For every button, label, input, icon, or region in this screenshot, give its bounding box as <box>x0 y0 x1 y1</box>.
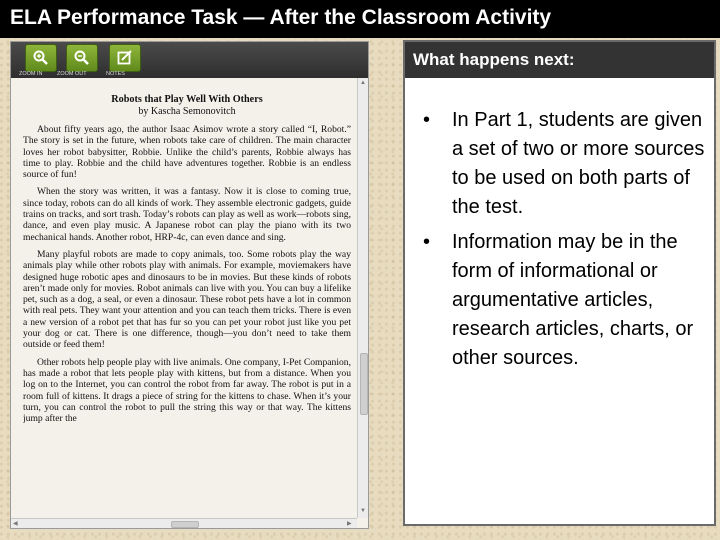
panel-header <box>405 42 714 78</box>
paragraph: About fifty years ago, the author Isaac Asimov wrote a story called “I, Robot.” The story is set in the future, when robots take care of children. The main character loves her robot babysitter, Robbie. Unlike the child’s parents, Robbie always has time to play. Robbie and the child have adventures together. Robbie is an endless source of fun! <box>23 124 351 181</box>
scroll-left-icon[interactable]: ◀ <box>13 521 18 527</box>
bullet-icon: • <box>423 231 431 253</box>
notes-button[interactable] <box>109 44 141 72</box>
scroll-down-icon[interactable]: ▼ <box>360 508 366 514</box>
scroll-right-icon[interactable]: ▶ <box>347 521 352 527</box>
notes-label: NOTES <box>106 71 125 77</box>
paragraph: Other robots help people play with live animals. One company, I-Pet Companion, has made a robot that lets people play with kittens, but from a distance. When you log on to the Internet, you can control the robot from far away. The robot is put in a room full of kittens. It drags a piece of string for the kittens to chase. When it’s your turn, you can control the robot to pull the string this way or that way. The kittens jump after the <box>23 356 351 425</box>
reader-toolbar <box>11 42 368 78</box>
vertical-scroll-thumb[interactable] <box>360 353 368 415</box>
document-reader <box>10 41 369 529</box>
zoom-out-button[interactable] <box>66 44 98 72</box>
horizontal-scrollbar[interactable] <box>11 518 357 529</box>
bullet-text: In Part 1, students are given a set of two or more sources to be used on both parts of the test. <box>452 109 705 218</box>
zoom-in-button[interactable] <box>25 44 57 72</box>
vertical-scrollbar[interactable] <box>357 78 369 518</box>
document-body <box>23 94 351 524</box>
panel-heading: What happens next: <box>413 50 575 69</box>
scroll-up-icon[interactable]: ▲ <box>360 80 366 86</box>
bullet-icon: • <box>423 109 431 131</box>
notes-icon <box>116 49 134 67</box>
title-bar <box>0 0 720 38</box>
paragraph: When the story was written, it was a fantasy. Now it is close to coming true, since today, robots can do all kinds of work. They assemble electronic gadgets, guide trains on tracks, and sort trash. Today’s robots can play as well as work—robots sing, dance, and even play music. A Japanese robot can play the piano with its two mechanical hands. Another robot, HRP-4c, can even dance and sing. <box>23 186 351 243</box>
list-item <box>419 106 709 222</box>
horizontal-scroll-thumb[interactable] <box>171 521 199 528</box>
paragraph: Many playful robots are made to copy animals, too. Some robots play the way animals play while other robots play with animals. For example, moviemakers have designed huge robotic apes and dinosaurs to be in movies. But these kinds of robots aren’t made only for movies. Robot animals can live with you. You can buy a lifelike pet, such as a dog, a seal, or even a dinosaur. These robot pets have a lot in common with real pets. They want your attention and you can teach them tricks. There is even a new version of a robot pet that has fur so you can pet your robot just like you pet your dog or cat. There is one difference, though—you don’t need to take them outside or feed them! <box>23 248 351 351</box>
list-item <box>419 228 709 373</box>
document-author: by Kascha Semonovitch <box>138 106 236 117</box>
bullet-text: Information may be in the form of informational or argumentative articles, research articles, charts, or other sources. <box>452 231 694 369</box>
bullet-list <box>419 106 709 379</box>
what-happens-next-panel <box>403 40 716 526</box>
zoom-out-icon <box>73 49 91 67</box>
zoom-out-label: ZOOM OUT <box>57 71 87 77</box>
zoom-in-label: ZOOM IN <box>19 71 43 77</box>
slide-title: ELA Performance Task — After the Classroom Activity <box>10 6 552 29</box>
document-title: Robots that Play Well With Others <box>111 94 263 105</box>
zoom-in-icon <box>32 49 50 67</box>
